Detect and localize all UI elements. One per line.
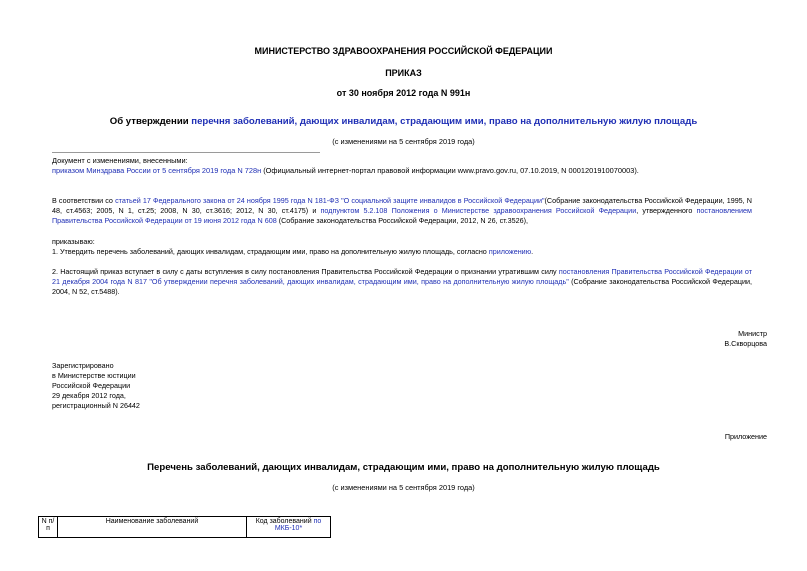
preamble-paragraph: [52, 196, 752, 226]
order-date-number: от 30 ноября 2012 года N 991н: [336, 88, 471, 98]
col-number-header: N п/п: [39, 517, 58, 538]
appendix-label: Приложение: [724, 432, 767, 441]
order-item-2: [52, 267, 752, 297]
registration-line: регистрационный N 26442: [52, 401, 140, 410]
registration-line: 29 декабря 2012 года,: [52, 391, 126, 400]
preamble-text-1: В соответствии со: [52, 196, 113, 205]
col-disease-name-header: Наименование заболеваний: [58, 517, 247, 538]
signature-name: В.Скворцова: [724, 339, 767, 348]
diseases-table: [38, 516, 331, 538]
doc-type-heading: ПРИКАЗ: [385, 68, 422, 78]
item2-source: (Собрание законодательства Российской Федерации, 2004, N 52, ст.5488).: [52, 277, 752, 296]
amendments-source: (Официальный интернет-портал правовой информации www.pravo.gov.ru, 07.10.2019, N 0001201910070003).: [263, 166, 639, 175]
amendments-divider: [52, 152, 320, 153]
amendments-label: Документ с изменениями, внесенными:: [52, 156, 188, 165]
item1-text: 1. Утвердить перечень заболеваний, дающих инвалидам, страдающим ими, право на дополнительную жилую площадь, согласно: [52, 247, 487, 256]
item2-text: 2. Настоящий приказ вступает в силу с даты вступления в силу постановления Правительства Российской Федерации о признании утратившим силу: [52, 267, 557, 276]
col-code-header: [247, 517, 331, 538]
preamble-link-regulation[interactable]: подпунктом 5.2.108 Положения о Министерстве здравоохранения Российской Федерации: [320, 206, 637, 215]
title-prefix: Об утверждении: [109, 116, 189, 127]
document-title: [0, 116, 807, 127]
ministry-heading: МИНИСТЕРСТВО ЗДРАВООХРАНЕНИЯ РОССИЙСКОЙ ФЕДЕРАЦИИ: [254, 46, 553, 56]
preamble-text-4: (Собрание законодательства Российской Федерации, 2012, N 26, ст.3526),: [278, 216, 529, 225]
item1-end: .: [531, 247, 534, 256]
item2-resolution-link[interactable]: постановления Правительства Российской Федерации от 21 декабря 2004 года N 817 "Об утверждении перечня заболеваний, дающих инвалидам, страдающим ими, право на дополнительную жилую площадь": [52, 267, 752, 286]
item1-appendix-link[interactable]: приложению: [488, 247, 532, 256]
signature-position: Министр: [738, 329, 767, 338]
registration-line: Российской Федерации: [52, 381, 131, 390]
col-code-text: Код заболеваний: [255, 518, 312, 525]
preamble-text-3: , утвержденного: [636, 206, 693, 215]
registration-block: [52, 361, 140, 411]
table-header-row: [39, 517, 331, 538]
registration-line: Зарегистрировано: [52, 361, 114, 370]
title-link[interactable]: перечня заболеваний, дающих инвалидам, страдающим ими, право на дополнительную жилую площадь: [191, 116, 698, 127]
preamble-text-2: (Собрание законодательства Российской Федерации, 1995, N 48, ст.4563; 2005, N 1, ст.25; 2008, N 30, ст.3616; 2012, N 30, ст.4175) и: [52, 196, 752, 215]
amendments-link[interactable]: приказом Минздрава России от 5 сентября 2019 года N 728н: [52, 166, 262, 175]
preamble-link-law[interactable]: статьей 17 Федерального закона от 24 ноября 1995 года N 181-ФЗ "О социальной защите инвалидов в Российской Федерации": [115, 196, 545, 205]
order-item-1: [52, 247, 752, 257]
appendix-title: Перечень заболеваний, дающих инвалидам, страдающим ими, право на дополнительную жилую площадь: [147, 462, 660, 473]
amendments-line: [52, 166, 752, 176]
appendix-changes-note: (с изменениями на 5 сентября 2019 года): [332, 483, 475, 492]
registration-line: в Министерстве юстиции: [52, 371, 136, 380]
icd10-link[interactable]: по МКБ-10*: [274, 518, 322, 532]
title-changes-note: (с изменениями на 5 сентября 2019 года): [332, 137, 475, 146]
order-word: приказываю:: [52, 237, 95, 246]
preamble-link-resolution[interactable]: постановлением Правительства Российской Федерации от 19 июня 2012 года N 608: [52, 206, 752, 225]
